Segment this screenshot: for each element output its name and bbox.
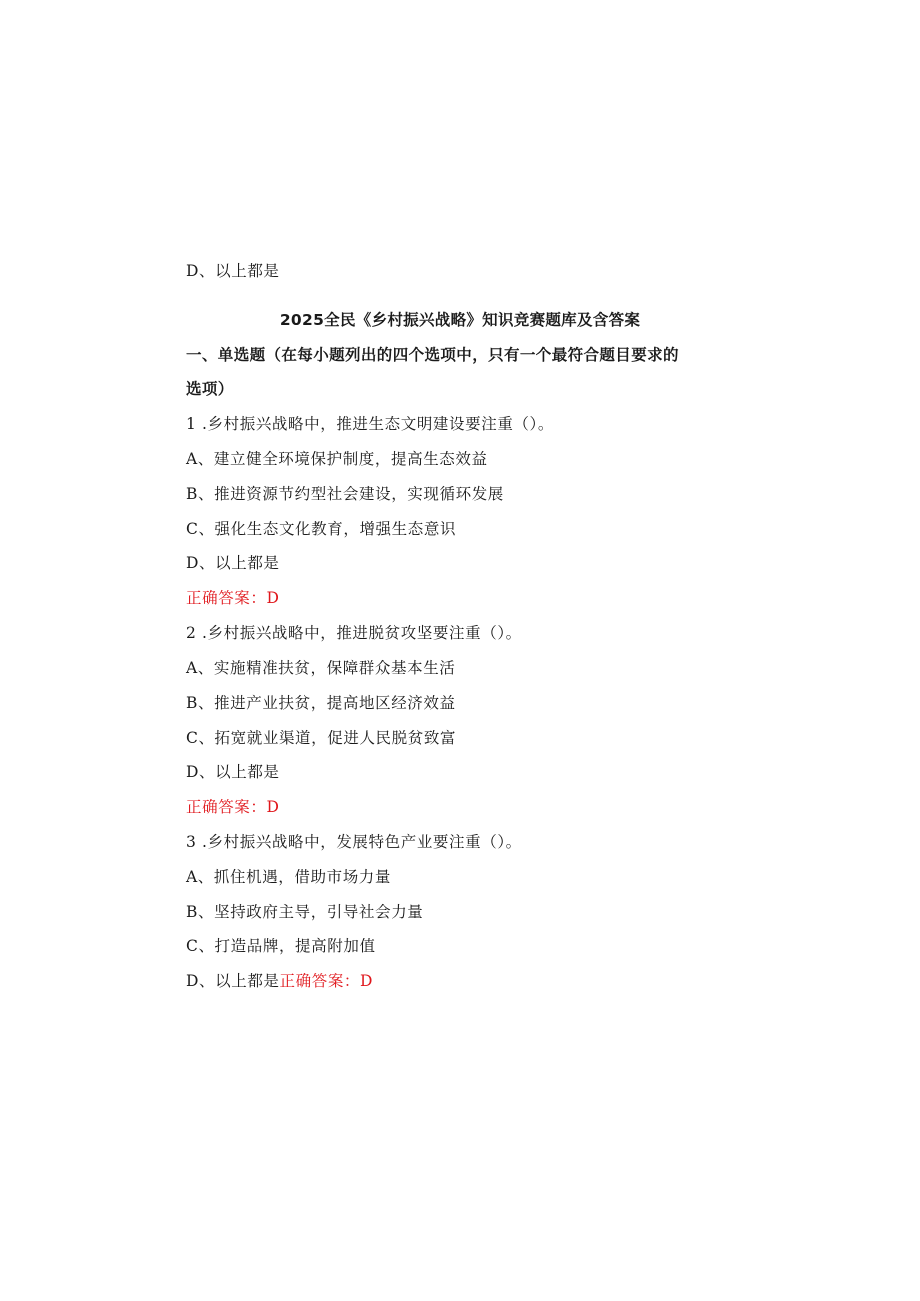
- question-2-option-a: A、实施精准扶贫，保障群众基本生活: [186, 659, 456, 677]
- question-3-option-c: C、打造品牌，提高附加值: [186, 937, 376, 955]
- question-2-option-d: D、以上都是: [186, 763, 280, 781]
- question-2-option-b: B、推进产业扶贫，提高地区经济效益: [186, 694, 456, 712]
- question-1-option-a: A、建立健全环境保护制度，提高生态效益: [186, 450, 488, 468]
- question-3-option-b: B、坚持政府主导，引导社会力量: [186, 903, 424, 921]
- question-2-stem: 2 .乡村振兴战略中，推进脱贫攻坚要注重（）。: [186, 624, 522, 642]
- question-1-option-c: C、强化生态文化教育，增强生态意识: [186, 520, 457, 538]
- question-3-option-a: A、抓住机遇，借助市场力量: [186, 868, 391, 886]
- question-1-answer: 正确答案：D: [186, 589, 280, 607]
- question-3-option-d: D、以上都是: [186, 972, 280, 990]
- section-heading: 一、单选题（在每小题列出的四个选项中，只有一个最符合题目要求的: [186, 346, 679, 364]
- question-3-answer: 正确答案：D: [279, 972, 374, 990]
- document-title: 2025全民《乡村振兴战略》知识竞赛题库及含答案: [279, 311, 641, 329]
- question-1-stem: 1 .乡村振兴战略中，推进生态文明建设要注重（）。: [186, 415, 554, 433]
- question-3-stem: 3 .乡村振兴战略中，发展特色产业要注重（）。: [186, 833, 522, 851]
- question-2-option-c: C、拓宽就业渠道，促进人民脱贫致富: [186, 729, 457, 747]
- question-1-option-d: D、以上都是: [186, 554, 280, 572]
- question-1-option-b: B、推进资源节约型社会建设，实现循环发展: [186, 485, 504, 503]
- question-3-option-d-with-answer: [186, 971, 373, 991]
- previous-question-option-d: D、以上都是: [186, 262, 280, 280]
- section-heading-continued: 选项）: [186, 380, 234, 398]
- question-2-answer: 正确答案：D: [186, 798, 280, 816]
